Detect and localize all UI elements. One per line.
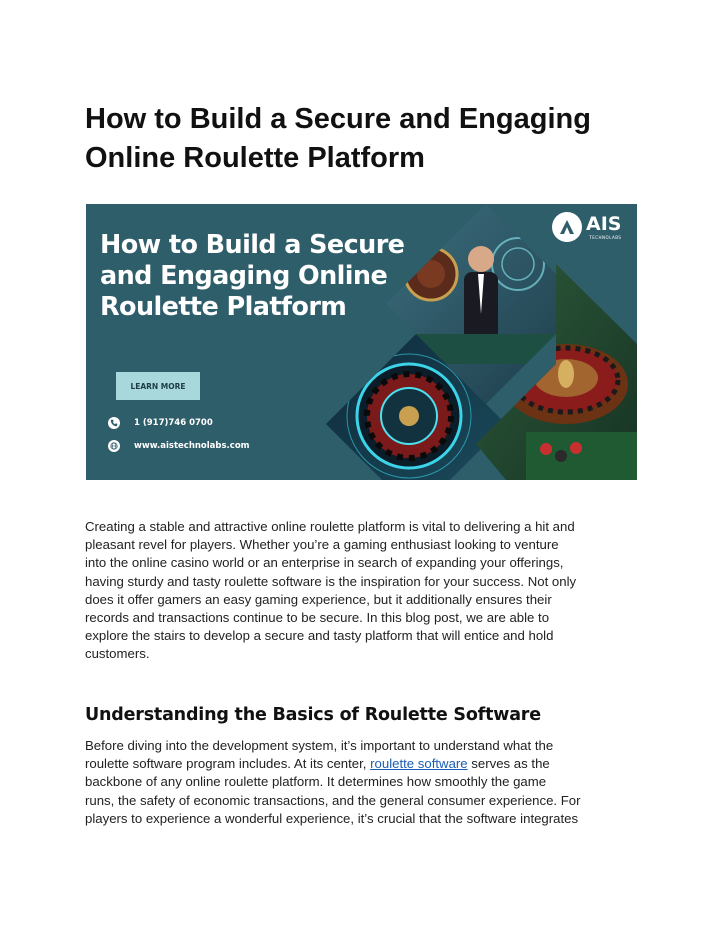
title-line-1: How to Build a Secure and Engaging	[85, 103, 591, 135]
intro-line: into the online casino world or an enterprise in search of expanding your offerings,	[85, 555, 564, 571]
logo-subtext: TECHNOLABS	[589, 234, 622, 240]
ais-logo-mark	[552, 212, 582, 242]
banner-title-line-1: How to Build a Secure	[100, 230, 405, 260]
intro-line: explore the stairs to develop a secure and tasty platform that will entice and hold	[85, 628, 554, 644]
globe-icon	[108, 440, 120, 452]
phone-number: 1 (917)746 0700	[134, 418, 213, 428]
banner-title-line-2: and Engaging Online	[100, 261, 388, 291]
roulette-software-link[interactable]: roulette software	[370, 756, 468, 772]
logo-text: AIS	[586, 212, 622, 235]
section-line-with-link	[85, 755, 645, 773]
phone-contact	[108, 416, 213, 430]
intro-line: pleasant revel for players. Whether you’re a gaming enthusiast looking to venture	[85, 537, 559, 553]
intro-paragraph	[85, 518, 645, 664]
ais-logo	[552, 212, 621, 242]
intro-line: does it offer gamers an easy gaming experience, but it additionally ensures their	[85, 591, 552, 607]
section-text-after-link: serves as the	[467, 756, 550, 772]
banner-title	[100, 230, 420, 323]
learn-more-button[interactable]: LEARN MORE	[116, 372, 200, 400]
title-line-2: Online Roulette Platform	[85, 142, 425, 174]
section-line: players to experience a wonderful experience, it’s crucial that the software integrates	[85, 810, 579, 826]
intro-line: having sturdy and tasty roulette software is the inspiration for your success. Not only	[85, 573, 577, 589]
banner-title-line-3: Roulette Platform	[100, 292, 347, 322]
section-text-before-link: roulette software program includes. At its center,	[85, 756, 371, 772]
page-title	[85, 100, 645, 178]
website-url: www.aistechnolabs.com	[134, 441, 250, 451]
section-line: backbone of any online roulette platform. It determines how smoothly the game	[85, 774, 547, 790]
intro-line: Creating a stable and attractive online roulette platform is vital to delivering a hit and	[85, 519, 575, 534]
website-contact	[108, 439, 250, 453]
section-heading: Understanding the Basics of Roulette Software	[85, 705, 541, 725]
section-paragraph	[85, 737, 645, 828]
phone-icon	[108, 417, 120, 429]
hero-banner-image	[86, 204, 637, 480]
section-line: runs, the safety of economic transactions, and the general consumer experience. For	[85, 792, 581, 808]
section-line: Before diving into the development system, it’s important to understand what the	[85, 738, 554, 753]
intro-line: customers.	[85, 646, 150, 662]
intro-line: records and transactions continue to be secure. In this blog post, we are able to	[85, 610, 550, 626]
